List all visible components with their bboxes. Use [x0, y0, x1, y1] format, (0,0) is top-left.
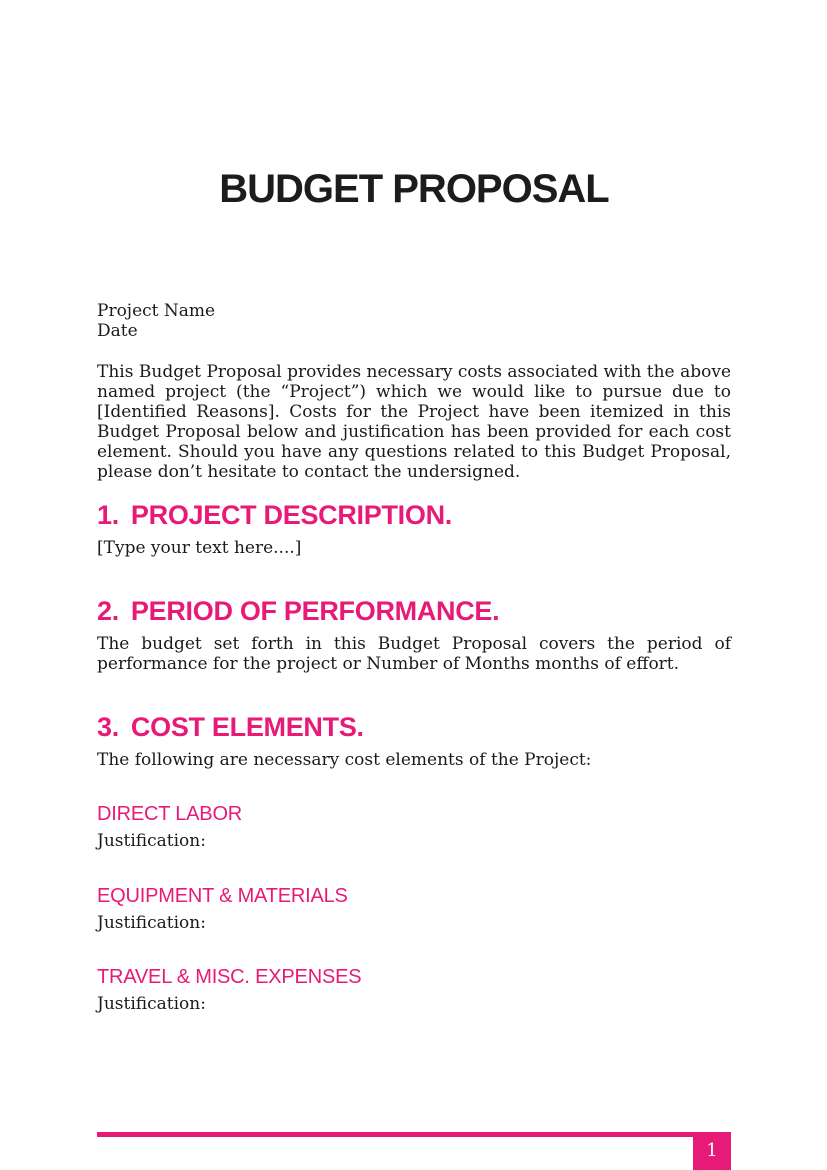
section-number: 2.: [97, 596, 119, 626]
section-title: COST ELEMENTS.: [130, 712, 364, 742]
cost-element-heading-travel-misc-expenses: TRAVEL & MISC. EXPENSES: [97, 966, 362, 988]
justification-label: Justification:: [97, 994, 206, 1014]
justification-label: Justification:: [97, 913, 206, 933]
project-name-line: Project Name: [97, 301, 216, 321]
document-title: BUDGET PROPOSAL: [219, 167, 609, 211]
document-meta: [97, 301, 215, 341]
section-heading-project-description: [97, 500, 731, 530]
date-line: Date: [97, 321, 138, 341]
section-number: 1.: [97, 500, 119, 530]
footer-divider: [97, 1132, 731, 1137]
section-title: PERIOD OF PERFORMANCE.: [130, 596, 500, 626]
section-body-period-of-performance: The budget set forth in this Budget Proposal covers the period of performance for the project or Number of Months months of effort.: [97, 634, 731, 674]
section-heading-period-of-performance: [97, 596, 731, 626]
cost-element-heading-direct-labor: DIRECT LABOR: [97, 803, 243, 825]
section-number: 3.: [97, 712, 119, 742]
cost-element-heading-equipment-materials: EQUIPMENT & MATERIALS: [97, 885, 348, 907]
page-number-badge: [693, 1132, 731, 1170]
page-number: 1: [706, 1140, 718, 1161]
section-title: PROJECT DESCRIPTION.: [130, 500, 452, 530]
section-heading-cost-elements: [97, 712, 731, 742]
section-body-project-description: [Type your text here....]: [97, 538, 302, 558]
section-body-cost-elements: The following are necessary cost elements of the Project:: [97, 750, 592, 770]
intro-paragraph: This Budget Proposal provides necessary costs associated with the above named project (the “Project”) which we would like to pursue due to [Identified Reasons]. Costs for the Project have been itemized in this Budget Proposal below and justification has been provided for each cost element. Should you have any questions related to this Budget Proposal, please don’t hesitate to contact the undersigned.: [97, 362, 731, 482]
justification-label: Justification:: [97, 831, 206, 851]
